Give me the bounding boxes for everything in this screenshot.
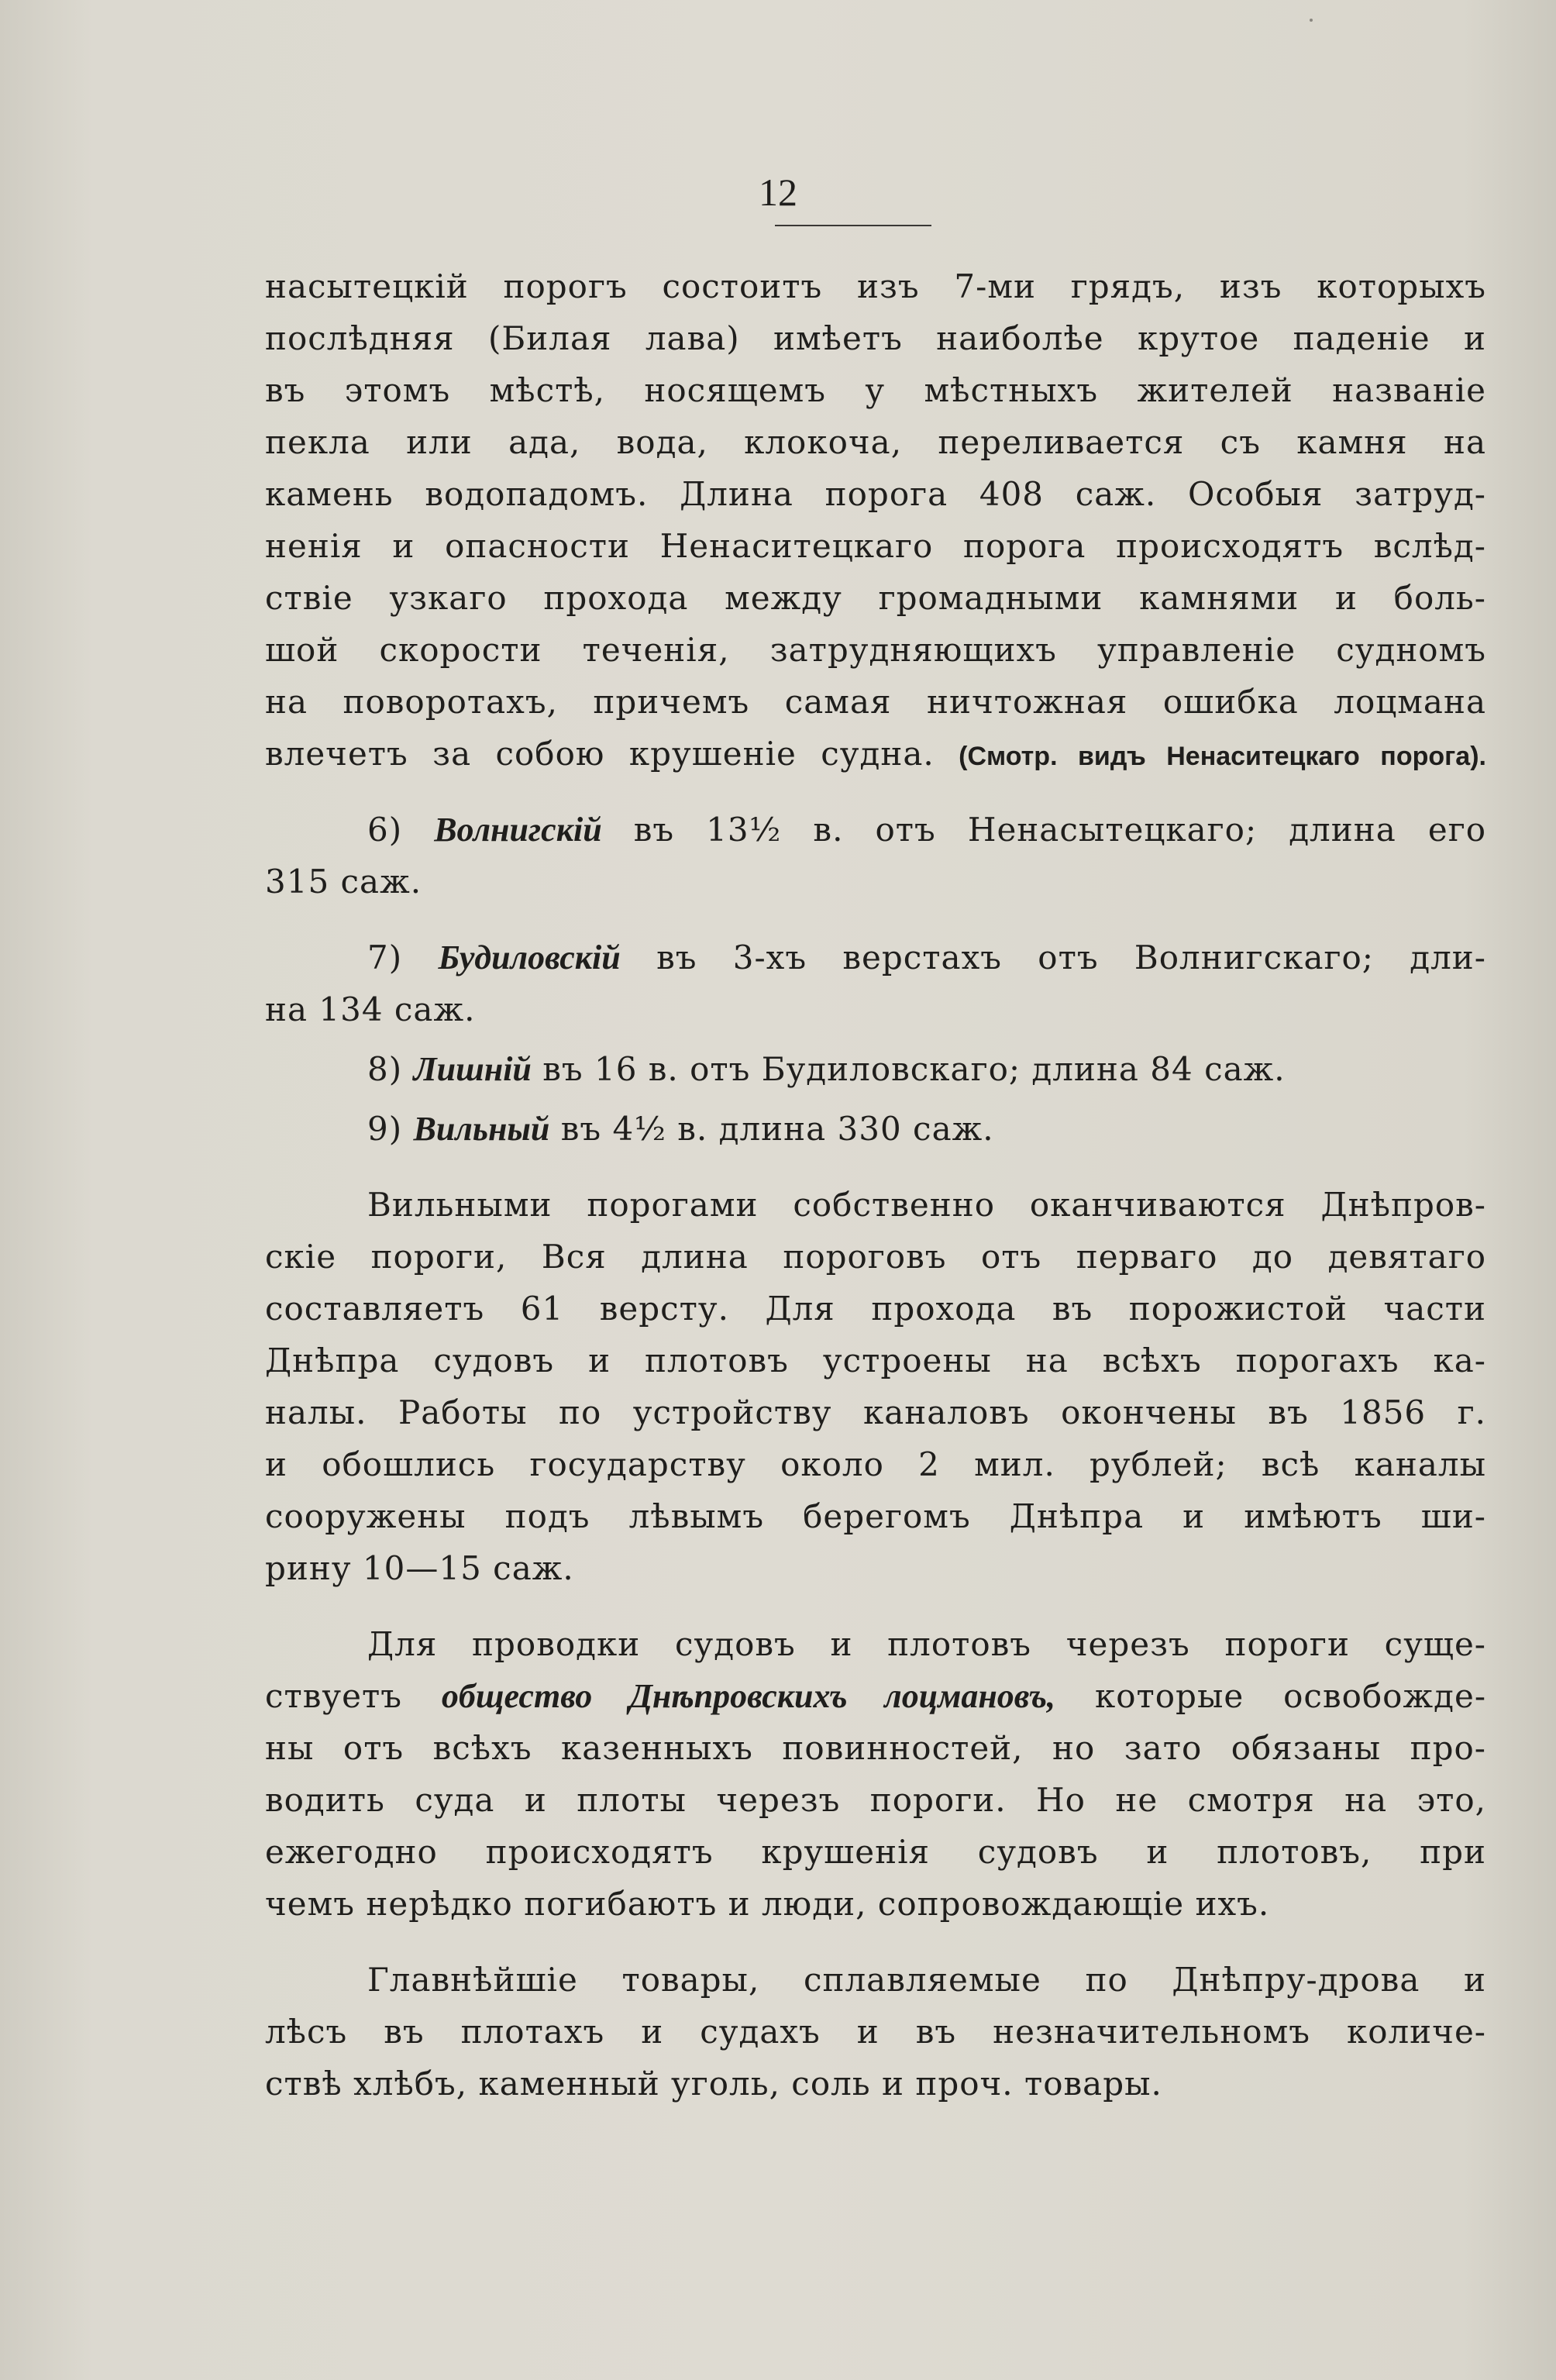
text-line: шой скорости теченія, затрудняющихъ управленіе судномъ [265,631,1486,669]
item-number: 6) [367,811,403,849]
text-line: на поворотахъ, причемъ самая ничтожная ошибка лоцмана [265,683,1486,721]
rapid-name: Вильный [413,1110,550,1148]
text-line: 315 саж. [265,863,422,901]
page-body [265,260,1486,2110]
paragraph-canals [265,1179,1486,1594]
list-item [265,1043,1486,1095]
text-line: на 134 саж. [265,990,476,1028]
item-number: 8) [367,1050,403,1088]
text-line: ствѣ хлѣбъ, каменный уголь, соль и проч. товары. [265,2065,1162,2103]
rapid-name: Будиловскій [438,939,621,976]
page-number: 12 [759,170,797,214]
item-text: въ 4½ в. длина 330 саж. [560,1110,994,1148]
text-line: камень водопадомъ. Длина порога 408 саж. Особыя затруд- [265,475,1486,513]
list-item [265,932,1486,1035]
text-line: Вильными порогами собственно оканчиваются Днѣпров- [367,1186,1486,1224]
text-line: сооружены подъ лѣвымъ берегомъ Днѣпра и имѣютъ ши- [265,1497,1486,1535]
text-line: водить суда и плоты черезъ пороги. Но не смотря на это, [265,1781,1486,1819]
item-number: 7) [367,939,403,976]
text-run: которые освобожде- [1095,1677,1486,1715]
text-run: влечетъ за собою крушеніе судна. [265,735,935,773]
text-line: въ этомъ мѣстѣ, носящемъ у мѣстныхъ жителей названіе [265,371,1486,409]
text-line [265,1043,1486,1095]
scan-speck [1310,19,1313,22]
paragraph-nenasytets [265,260,1486,780]
text-line: ненія и опасности Ненаситецкаго порога происходятъ вслѣд- [265,527,1486,565]
page-number-rule [775,225,931,226]
text-line: ежегодно происходятъ крушенія судовъ и плотовъ, при [265,1833,1486,1871]
text-line: составляетъ 61 версту. Для прохода въ порожистой части [265,1290,1486,1328]
text-line: ны отъ всѣхъ казенныхъ повинностей, но зато обязаны про- [265,1729,1486,1767]
paragraph-pilots [265,1618,1486,1930]
rapid-name: Волнигскій [434,811,602,849]
text-line: чемъ нерѣдко погибаютъ и люди, сопровождающіе ихъ. [265,1885,1270,1923]
item-text: въ 16 в. отъ Будиловскаго; длина 84 саж. [542,1050,1286,1088]
text-line [265,804,1486,856]
text-line: лѣсъ въ плотахъ и судахъ и въ незначительномъ количе- [265,2013,1486,2051]
text-line: пекла или ада, вода, клокоча, переливается съ камня на [265,423,1486,461]
text-line: рину 10—15 саж. [265,1549,574,1587]
item-text: въ 3-хъ верстахъ отъ Волнигскаго; дли- [656,939,1486,976]
text-line: послѣдняя (Билая лава) имѣетъ наиболѣе крутое паденіе и [265,319,1486,357]
text-line: насытецкій порогъ состоитъ изъ 7-ми грядъ, изъ которыхъ [265,267,1486,305]
text-line [265,1103,1486,1155]
figure-reference: (Смотр. видъ Ненаситецкаго порога). [959,742,1486,771]
text-line: скіе пороги, Вся длина пороговъ отъ перваго до девятаго [265,1238,1486,1276]
text-run: ствуетъ [265,1677,402,1715]
text-line: Днѣпра судовъ и плотовъ устроены на всѣхъ порогахъ ка- [265,1342,1486,1379]
society-name: общество Днѣпровскихъ лоцмановъ, [441,1677,1056,1715]
text-line: Главнѣйшіе товары, сплавляемые по Днѣпру-дрова и [367,1961,1486,1999]
rapid-name: Лишній [413,1050,532,1088]
text-line: и обошлись государству около 2 мил. рублей; всѣ каналы [265,1445,1486,1483]
item-text: въ 13½ в. отъ Ненасытецкаго; длина его [633,811,1486,849]
paragraph-goods [265,1954,1486,2110]
list-item [265,804,1486,908]
text-line [265,932,1486,983]
text-line: налы. Работы по устройству каналовъ окончены въ 1856 г. [265,1393,1486,1431]
text-line [265,1670,1486,1722]
text-line [265,728,1486,780]
list-item [265,1103,1486,1155]
item-number: 9) [367,1110,403,1148]
text-line: Для проводки судовъ и плотовъ черезъ пороги суще- [367,1625,1486,1663]
text-line: ствіе узкаго прохода между громадными камнями и боль- [265,579,1486,617]
